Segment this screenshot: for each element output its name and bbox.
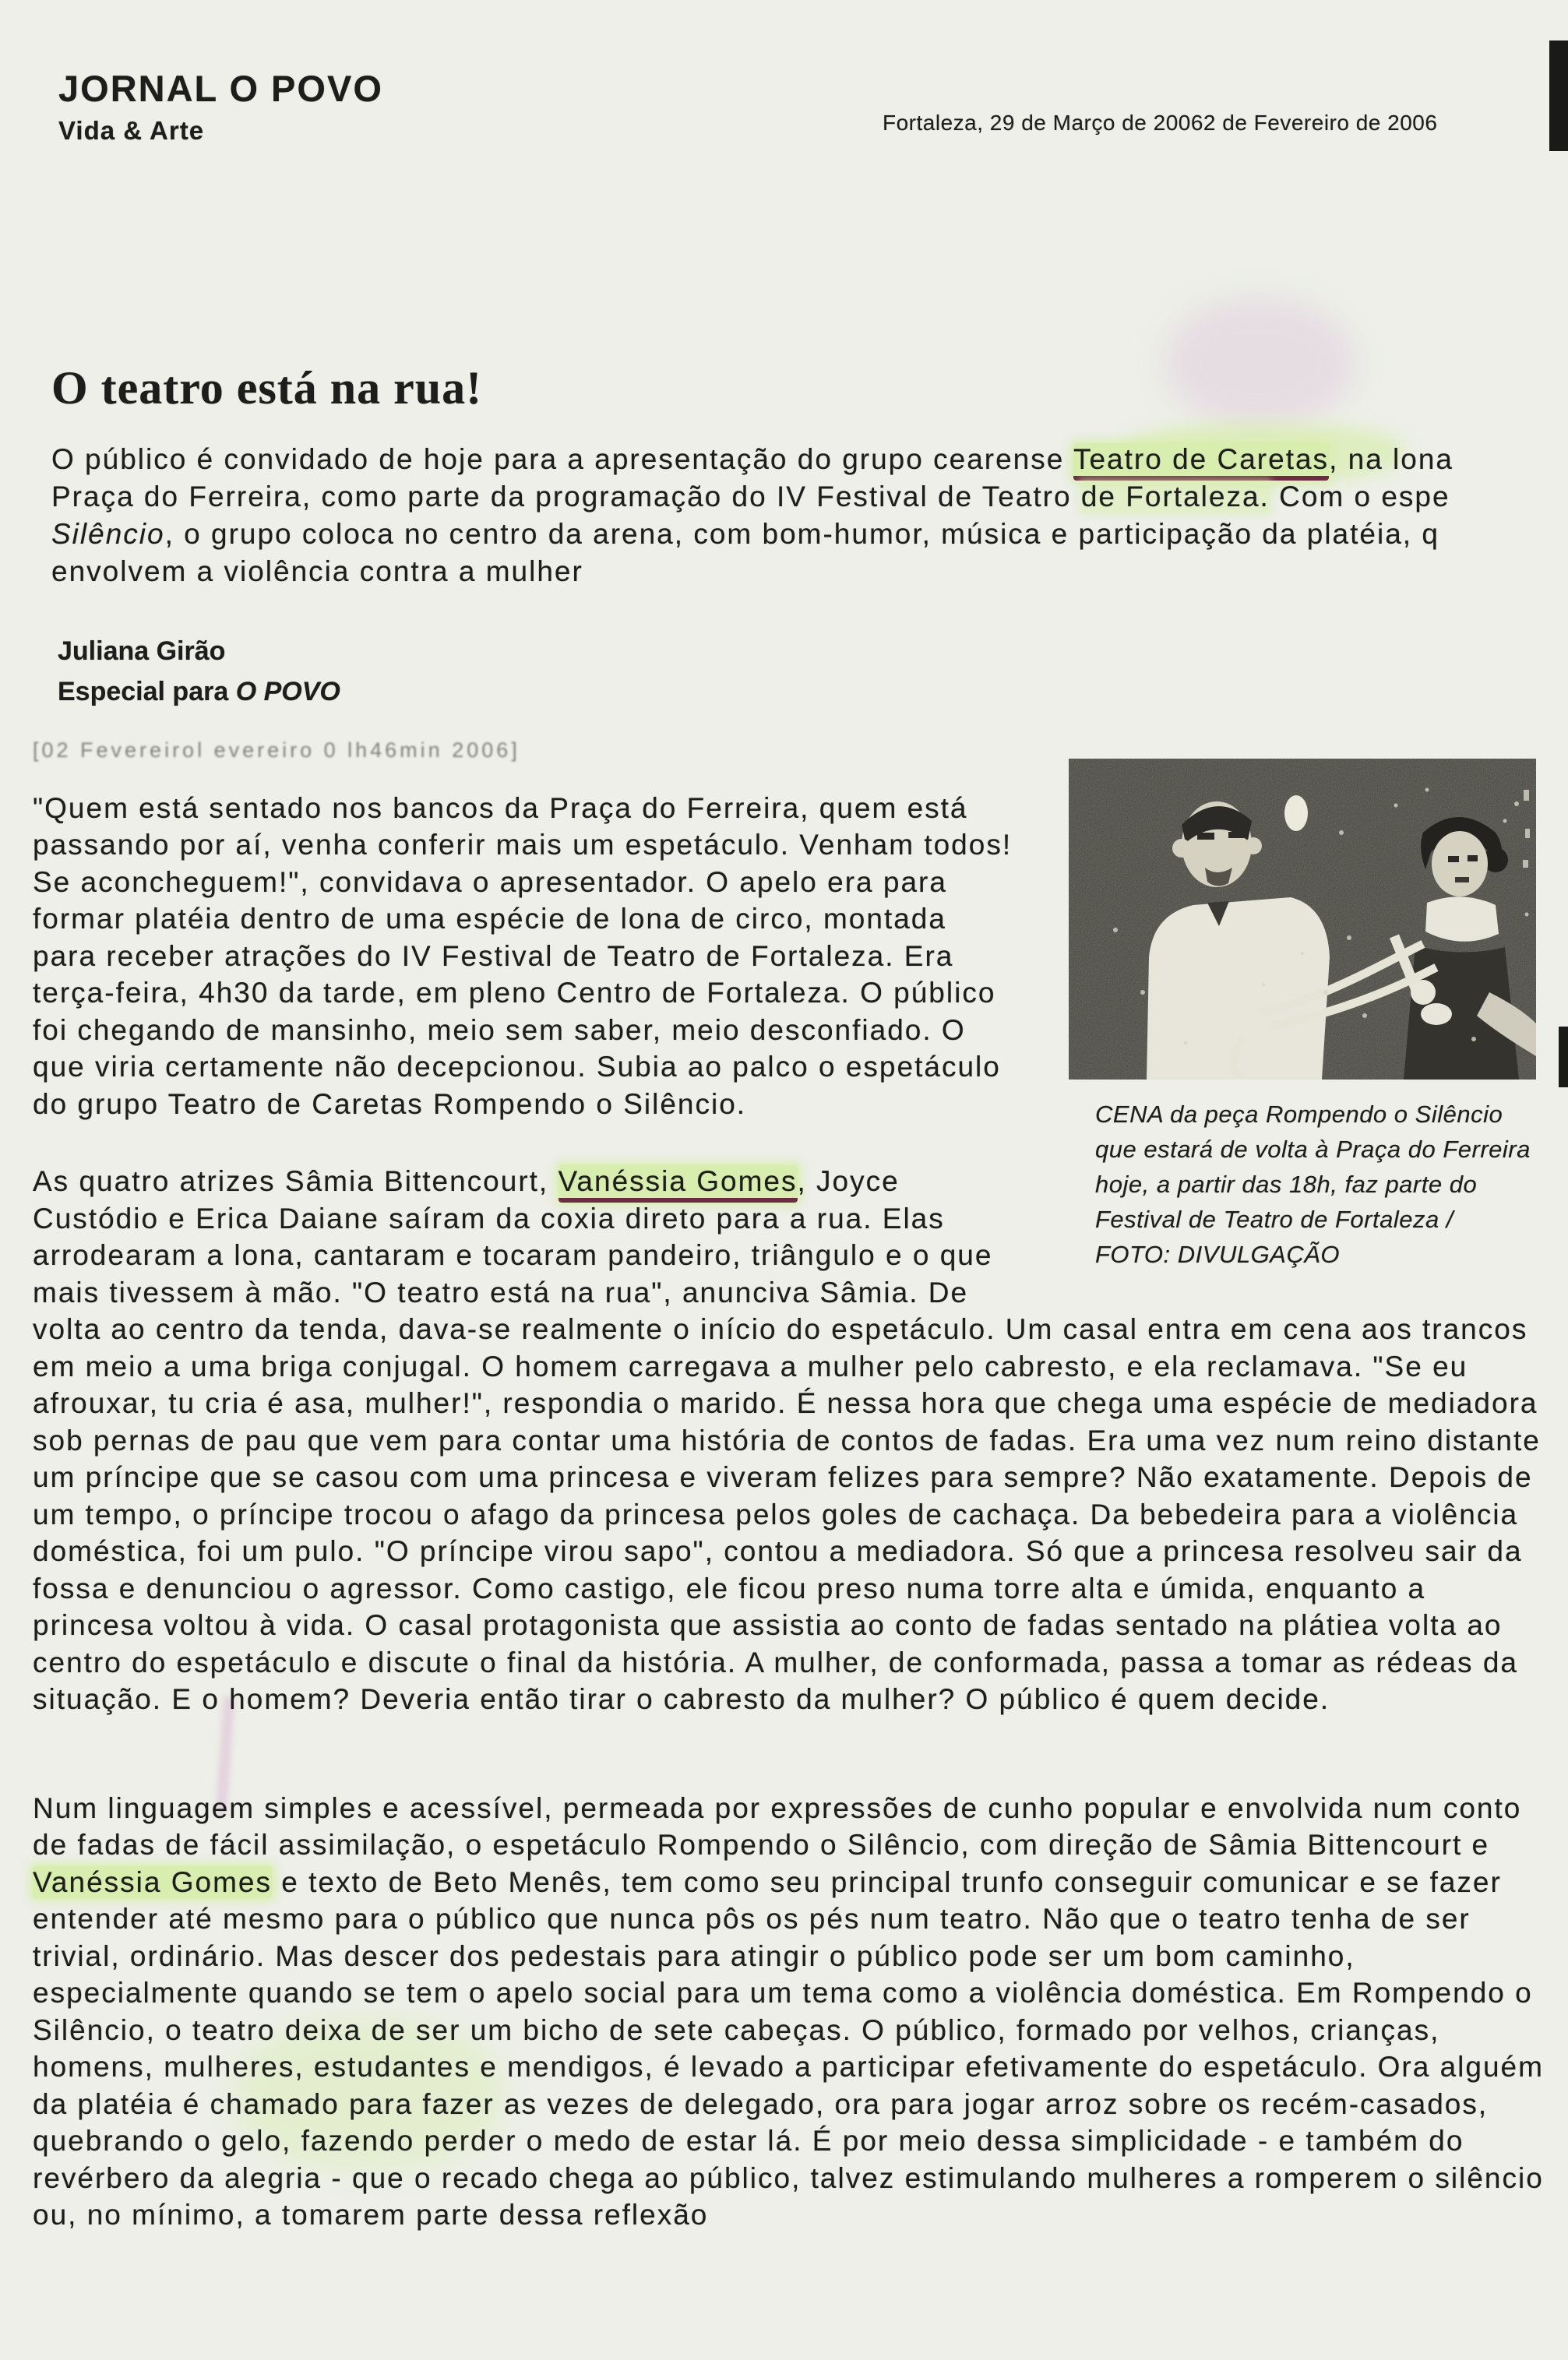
byline <box>58 631 340 712</box>
article-headline: O teatro está na rua! <box>51 362 483 414</box>
lead-text: O público é convidado de hoje para a apresentação do grupo cearense <box>51 443 1073 475</box>
photo-block <box>1038 759 1552 1272</box>
author-name: Juliana Girão <box>58 636 226 666</box>
article-body <box>33 732 1552 2234</box>
highlighted-actress-name: Vanéssia Gomes <box>33 1865 272 1898</box>
article-photo <box>1069 759 1536 1080</box>
play-title-italic: Silêncio <box>51 518 165 550</box>
lead-paragraph <box>51 441 1544 590</box>
highlighted-actress-name: Vanéssia Gomes <box>558 1165 798 1203</box>
paragraph-text: As quatro atrizes Sâmia Bittencourt, <box>33 1165 558 1197</box>
paragraph-text: e texto de Beto Menês, tem como seu principal trunfo conseguir comunicar e se fazer entender até mesmo para o público que nunca pôs os pés num teatro. Não que o teatro tenha de ser trivial, ordinário. Mas descer dos pedestais para atingir o público pode ser um bom caminho, especialmente quando se tem o apelo social para um tema como a violência doméstica. Em Rompendo o Silêncio, o teatro deixa de ser um bicho de sete cabeças. O público, formado por velhos, crianças, homens, mulheres, estudantes e mendigos, é levado a participar efetivamente do espetáculo. Ora alguém da platéia é chamado para fazer as vezes de delegado, ora para jogar arroz sobre os recém-casados, quebrando o gelo, fazendo perder o medo de estar lá. É por meio dessa simplicidade - e também do revérbero da alegria - que o recado chega ao público, talvez estimulando mulheres a romperem o silêncio ou, no mínimo, a tomarem parte dessa reflexão <box>33 1865 1544 2231</box>
pink-ink-smudge <box>1165 298 1355 428</box>
paragraph-text: Num linguagem simples e acessível, permeada por expressões de cunho popular e envolvida num conto de fadas de fácil assimilação, o espetáculo Rompendo o Silêncio, com direção de Sâmia Bittencourt e <box>33 1791 1522 1861</box>
author-credit <box>58 671 340 712</box>
scan-edge-mark-top <box>1549 41 1568 151</box>
lead-text: Com o espe <box>1269 481 1450 513</box>
highlighted-text: de Fortaleza. <box>1080 481 1270 513</box>
dateline: Fortaleza, 29 de Março de 20062 de Fevereiro de 2006 <box>883 111 1438 135</box>
lead-text: , o grupo coloca no centro da arena, com bom-humor, música e participação da platéia, q envolvem a violência contra a mulher <box>51 518 1439 587</box>
masthead <box>58 67 383 146</box>
paragraph-text: , Joyce Custódio e Erica Daiane saíram da coxia direto para a rua. Elas arrodearam a lona, cantaram e tocaram pandeiro, triângulo e o que mais tivessem à mão. "O teatro está na rua", anunciva Sâmia. De volta ao centro da tenda, dava-se realmente o início do espetáculo. Um casal entra em cena aos trancos em meio a uma briga conjugal. O homem carregava a mulher pelo cabresto, e ela reclamava. "Se eu afrouxar, tu cria é asa, mulher!", respondia o marido. É nessa hora que chega uma espécie de mediadora sob pernas de pau que vem para contar uma história de contos de fadas. Era uma vez num reino distante um príncipe que se casou com uma princesa e viveram felizes para sempre? Não exatamente. Depois de um tempo, o príncipe trocou o afago da princesa pelos goles de cachaça. Da bebedeira para a violência doméstica, foi um pulo. "O príncipe virou sapo", contou a mediadora. Só que a princesa resolveu sair da fossa e denunciou o agressor. Como castigo, ele ficou preso numa torre alta e úmida, enquanto a princesa voltou à vida. O casal protagonista que assistia ao conto de fadas sentado na plátiea volta ao centro do espetáculo e discute o final da história. A mulher, de conformada, passa a tomar as rédeas da situação. E o homem? Deveria então tirar o cabresto da mulher? O público é quem decide. <box>33 1165 1541 1715</box>
credit-text: Especial para <box>58 677 236 706</box>
highlighted-group-name: Teatro de Caretas <box>1073 443 1329 481</box>
body-paragraph-1: "Quem está sentado nos bancos da Praça do Ferreira, quem está passando por aí, venha conferir mais um espetáculo. Venham todos! Se aconcheguem!", convidava o apresentador. O apelo era para formar platéia dentro de uma espécie de lona de circo, montada para receber atrações do IV Festival de Teatro de Fortaleza. Era terça-feira, 4h30 da tarde, em pleno Centro de Fortaleza. O público foi chegando de mansinho, meio sem saber, meio desconfiado. O que viria certamente não decepcionou. Subia ao palco o espetáculo do grupo Teatro de Caretas Rompendo o Silêncio. <box>33 791 1013 1120</box>
body-paragraph-3 <box>33 1790 1552 2234</box>
photo-caption: CENA da peça Rompendo o Silêncio que estará de volta à Praça do Ferreira hoje, a partir das 18h, faz parte do Festival de Teatro de Fortaleza / FOTO: DIVULGAÇÃO <box>1095 1101 1531 1268</box>
article-timestamp: [02 Fevereirol evereiro 0 lh46min 2006] <box>33 738 520 762</box>
section-name: Vida & Arte <box>58 116 205 145</box>
newspaper-name: JORNAL O POVO <box>58 68 383 109</box>
credit-brand-italic: O POVO <box>235 677 340 706</box>
scan-edge-mark-middle <box>1559 1027 1568 1087</box>
lead-text: , na lona Praça do Ferreira, como parte da programação do IV Festival de Teatro <box>51 443 1454 513</box>
